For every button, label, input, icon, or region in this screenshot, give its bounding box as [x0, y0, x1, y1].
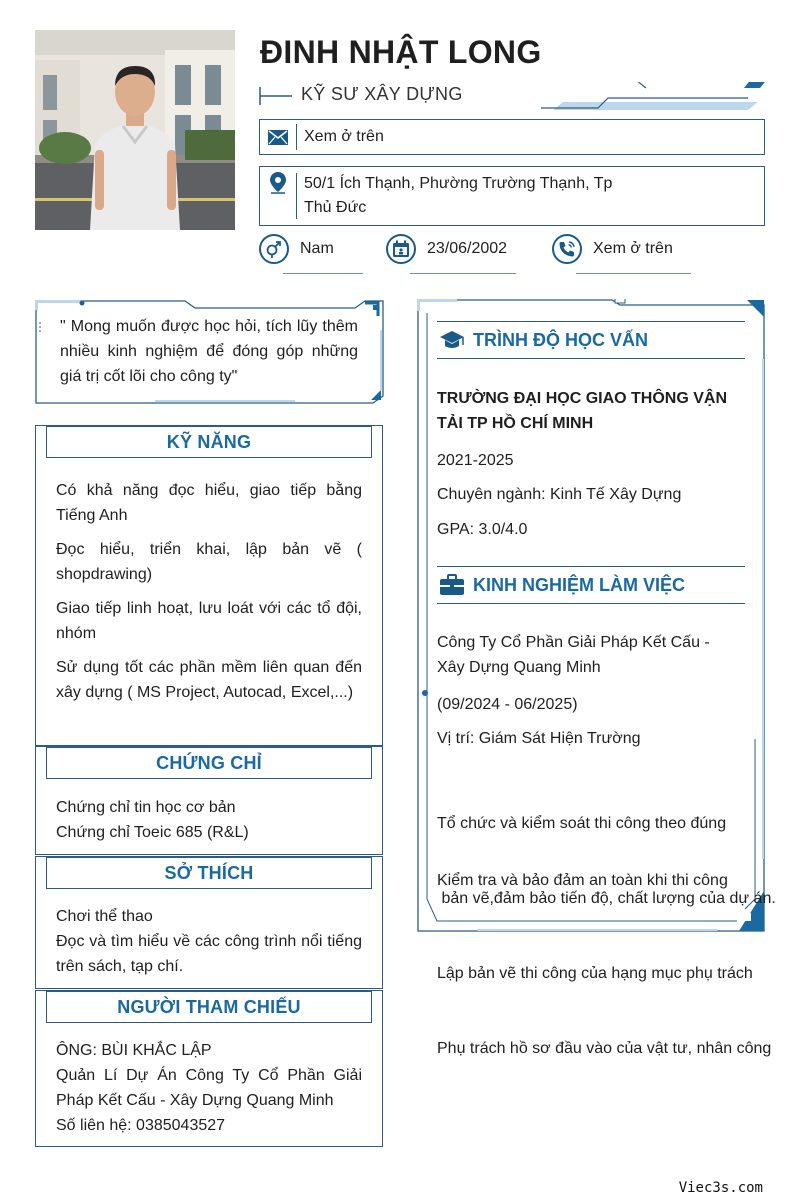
list-item: Số liên hệ: 0385043527 [56, 1117, 226, 1134]
skills-list [56, 478, 362, 705]
education-years: 2021-2025 [437, 452, 514, 469]
objective-box [35, 300, 384, 404]
skills-header: KỸ NĂNG [46, 426, 372, 458]
birthday-value: 23/06/2002 [427, 240, 508, 257]
job-title-row [258, 82, 768, 112]
work-position: Vị trí: Giám Sát Hiện Trường [437, 730, 641, 747]
watermark: Viec3s.com [678, 1180, 763, 1196]
list-item: Giao tiếp linh hoạt, lưu loát với các tổ đội, nhóm [56, 600, 362, 642]
skills-panel [35, 425, 383, 746]
list-item: Kiểm tra và bảo đảm an toàn khi thi công [437, 872, 728, 889]
education-gpa: GPA: 3.0/4.0 [437, 521, 528, 538]
phone-icon [552, 234, 582, 264]
company-name: Công Ty Cổ Phần Giải Pháp Kết Cấu - Xây Dựng Quang Minh [437, 634, 710, 676]
list-item: Chứng chỉ tin học cơ bản [56, 799, 236, 816]
work-period: (09/2024 - 06/2025) [437, 696, 578, 713]
references-panel [35, 990, 383, 1147]
list-item: bản vẽ,đảm bảo tiến độ, chất lượng của dự án. [437, 890, 776, 907]
gender-item [259, 234, 364, 274]
list-item: Chứng chỉ Toeic 685 (R&L) [56, 824, 249, 841]
mail-icon [260, 120, 296, 154]
candidate-name: ĐINH NHẬT LONG [260, 34, 542, 70]
list-item: Tổ chức và kiểm soát thi công theo đúng [437, 815, 727, 832]
address-box [259, 166, 765, 226]
list-item: Quản Lí Dự Án Công Ty Cổ Phần Giải Pháp Kết Cấu - Xây Dựng Quang Minh [56, 1067, 362, 1109]
references-header: NGƯỜI THAM CHIẾU [46, 991, 372, 1023]
gender-value: Nam [300, 240, 334, 257]
birthday-item [386, 234, 516, 274]
objective-quote: " Mong muốn được học hỏi, tích lũy thêm nhiều kinh nghiệm để đóng góp những giá trị cốt lõi cho công ty" [60, 318, 358, 385]
graduation-cap-icon [437, 329, 467, 351]
location-pin-icon [260, 172, 296, 194]
experience-header: KINH NGHIỆM LÀM VIỆC [437, 566, 745, 604]
list-item: ÔNG: BÙI KHẮC LẬP [56, 1042, 212, 1059]
certificates-list [56, 795, 362, 845]
list-item: Chơi thể thao [56, 908, 153, 925]
briefcase-icon [437, 574, 467, 596]
profile-photo [35, 30, 235, 230]
list-item: Đọc và tìm hiểu về các công trình nổi tiếng trên sách, tạp chí. [56, 933, 362, 975]
list-item: Sử dụng tốt các phần mềm liên quan đến xây dựng ( MS Project, Autocad, Excel,...) [56, 659, 362, 701]
education-header: TRÌNH ĐỘ HỌC VẤN [437, 321, 745, 359]
hobbies-list [56, 904, 362, 979]
education-major: Chuyên ngành: Kinh Tế Xây Dựng [437, 486, 682, 503]
list-item: Đọc hiểu, triển khai, lập bản vẽ ( shopdrawing) [56, 541, 362, 583]
references-list [56, 1038, 362, 1138]
certificates-panel [35, 746, 383, 855]
list-item: Có khả năng đọc hiểu, giao tiếp bằng Tiếng Anh [56, 482, 362, 524]
list-item: Phụ trách hồ sơ đầu vào của vật tư, nhân công [437, 1040, 772, 1057]
certificates-header: CHỨNG CHỈ [46, 747, 372, 779]
email-box [259, 119, 765, 155]
calendar-icon [386, 234, 416, 264]
email-value[interactable]: Xem ở trên [304, 128, 384, 145]
hobbies-header: SỞ THÍCH [46, 857, 372, 889]
job-title: KỸ SƯ XÂY DỰNG [301, 84, 463, 104]
gender-icon [259, 234, 289, 264]
list-item: Lập bản vẽ thi công của hạng mục phụ trách [437, 965, 753, 982]
work-duties [437, 761, 776, 1086]
school-name: TRƯỜNG ĐẠI HỌC GIAO THÔNG VẬN TẢI TP HỒ CHÍ MINH [437, 390, 728, 432]
phone-item [552, 234, 692, 274]
phone-value[interactable]: Xem ở trên [593, 240, 673, 257]
hobbies-panel [35, 856, 383, 989]
address-value: 50/1 Ích Thạnh, Phường Trường Thạnh, Tp Thủ Đức [304, 175, 613, 216]
